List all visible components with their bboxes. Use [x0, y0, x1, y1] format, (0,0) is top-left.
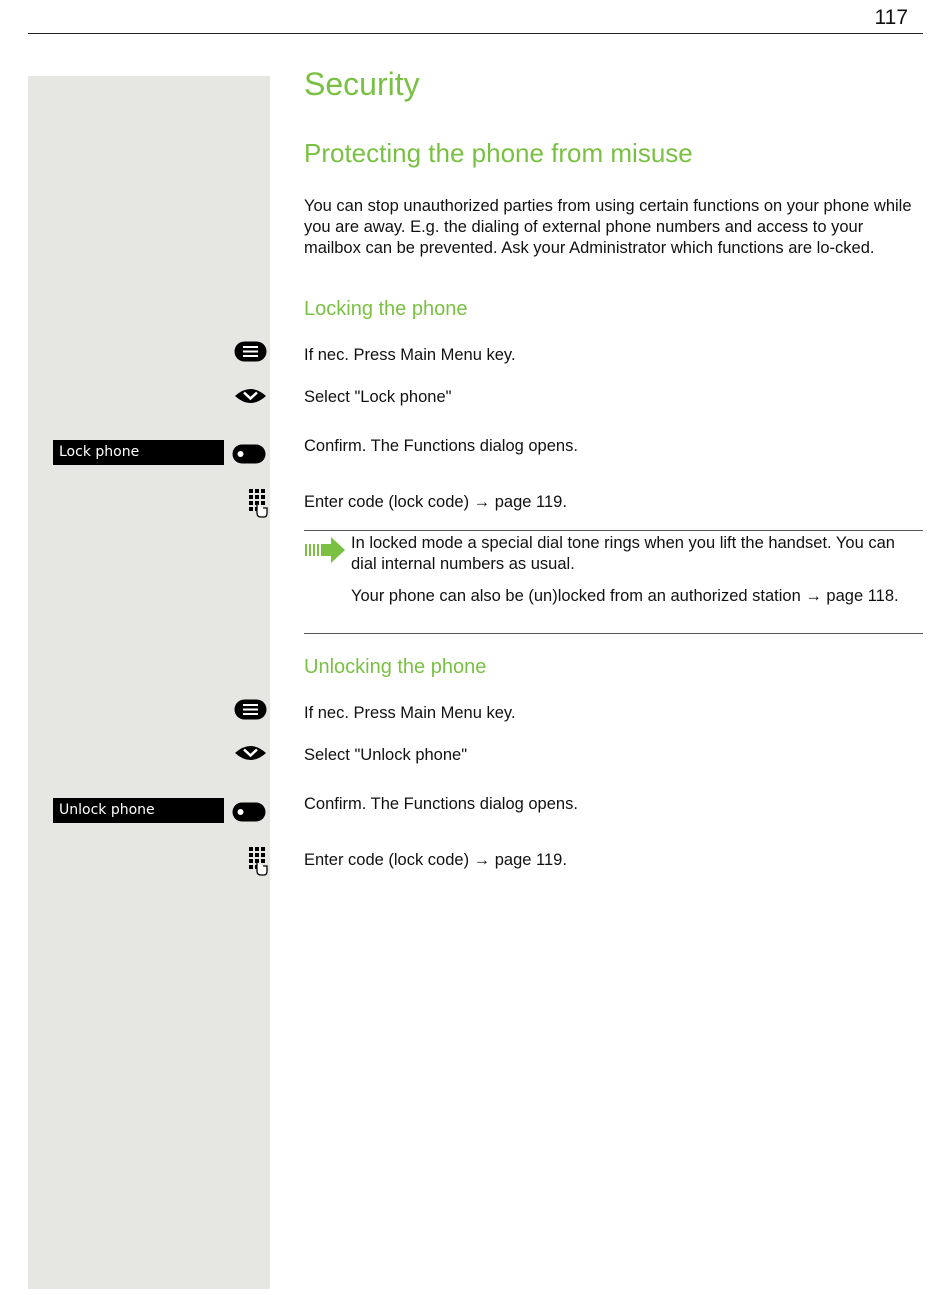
keypad-icon	[248, 846, 268, 876]
locking-heading: Locking the phone	[304, 298, 468, 320]
note-bottom-rule	[304, 633, 923, 634]
navigation-key-icon	[234, 743, 267, 763]
note-arrow-icon	[304, 536, 346, 564]
ok-key-icon	[232, 444, 266, 464]
unlock-phone-display-label: Unlock phone	[53, 798, 224, 823]
navigation-key-icon	[234, 386, 267, 406]
unlock-step-4-text: Enter code (lock code) → page 119.	[304, 851, 567, 869]
lock-step-1-text: If nec. Press Main Menu key.	[304, 346, 516, 364]
main-menu-key-icon	[234, 341, 267, 362]
section-title: Protecting the phone from misuse	[304, 138, 693, 168]
sidebar-panel	[28, 76, 270, 1289]
note-text-2: Your phone can also be (un)locked from an authorized station → page 118.	[351, 587, 899, 605]
lock-step-2-text: Select "Lock phone"	[304, 388, 452, 406]
unlock-step-1-text: If nec. Press Main Menu key.	[304, 704, 516, 722]
keypad-icon	[248, 488, 268, 518]
ok-key-icon	[232, 802, 266, 822]
lock-step-4-text: Enter code (lock code) → page 119.	[304, 493, 567, 511]
intro-paragraph: You can stop unauthorized parties from using certain functions on your phone while you are away. E.g. the dialing of external phone numbers and access to your mailbox can be prevented. Ask your Administrator which functions are lo-cked.	[304, 197, 912, 257]
page-number: 117	[874, 6, 908, 29]
chapter-title: Security	[304, 66, 420, 102]
unlock-step-3-text: Confirm. The Functions dialog opens.	[304, 795, 578, 813]
lock-phone-display-label: Lock phone	[53, 440, 224, 465]
lock-step-3-text: Confirm. The Functions dialog opens.	[304, 437, 578, 455]
header-rule	[28, 33, 923, 34]
unlocking-heading: Unlocking the phone	[304, 656, 487, 678]
note-top-rule	[304, 530, 923, 531]
note-text-1: In locked mode a special dial tone rings when you lift the handset. You can dial internal numbers as usual.	[351, 534, 895, 573]
unlock-step-2-text: Select "Unlock phone"	[304, 746, 468, 764]
main-menu-key-icon	[234, 699, 267, 720]
